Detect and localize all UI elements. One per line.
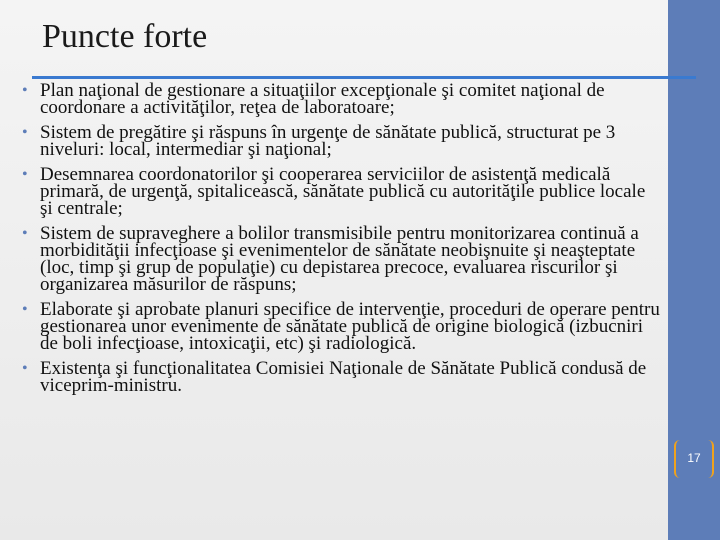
bullet-text: Plan naţional de gestionare a situaţiilor excepţionale şi comitet naţional de coordonare a activităţilor, reţea de laboratoare; [40, 80, 605, 118]
bullet-icon: • [22, 166, 28, 183]
page-number: 17 [687, 451, 701, 465]
bullet-icon: • [22, 82, 28, 99]
slide-title: Puncte forte [42, 18, 208, 55]
bullet-item-2 [22, 124, 662, 158]
bullet-icon: • [22, 124, 28, 141]
title-underline [32, 76, 696, 79]
bullet-text: Elaborate şi aprobate planuri specifice de intervenţie, proceduri de operare pentru gestionarea unor evenimente de sănătate publică de origine biologică (izbucniri de boli infecţioase, intoxicaţii, etc) şi radiologică. [40, 299, 660, 354]
bullet-icon: • [22, 301, 28, 318]
bullet-item-4 [22, 225, 662, 293]
bullet-icon: • [22, 360, 28, 377]
bullet-text: Existenţa şi funcţionalitatea Comisiei Naţionale de Sănătate Publică condusă de viceprim-ministru. [40, 358, 647, 396]
bullet-text: Desemnarea coordonatorilor şi cooperarea serviciilor de asistenţă medicală primară, de urgenţă, spitalicească, sănătate publică cu autorităţile publice locale şi centrale; [40, 164, 646, 219]
bullet-item-6 [22, 360, 662, 394]
bullet-text: Sistem de pregătire şi răspuns în urgenţe de sănătate publică, structurat pe 3 niveluri: local, intermediar şi naţional; [40, 122, 616, 160]
bullet-item-3 [22, 166, 662, 217]
bullet-item-1 [22, 82, 662, 116]
bullet-list [22, 82, 662, 402]
page-number-badge [674, 440, 714, 478]
bullet-icon: • [22, 225, 28, 242]
bullet-item-5 [22, 301, 662, 352]
bullet-text: Sistem de supraveghere a bolilor transmisibile pentru monitorizarea continuă a morbidităţii infecţioase şi evenimentelor de sănătate neobişnuite şi neaşteptate (loc, timp şi grup de populaţie) cu depistarea precoce, evaluarea riscurilor şi organizarea măsurilor de răspuns; [40, 223, 639, 295]
